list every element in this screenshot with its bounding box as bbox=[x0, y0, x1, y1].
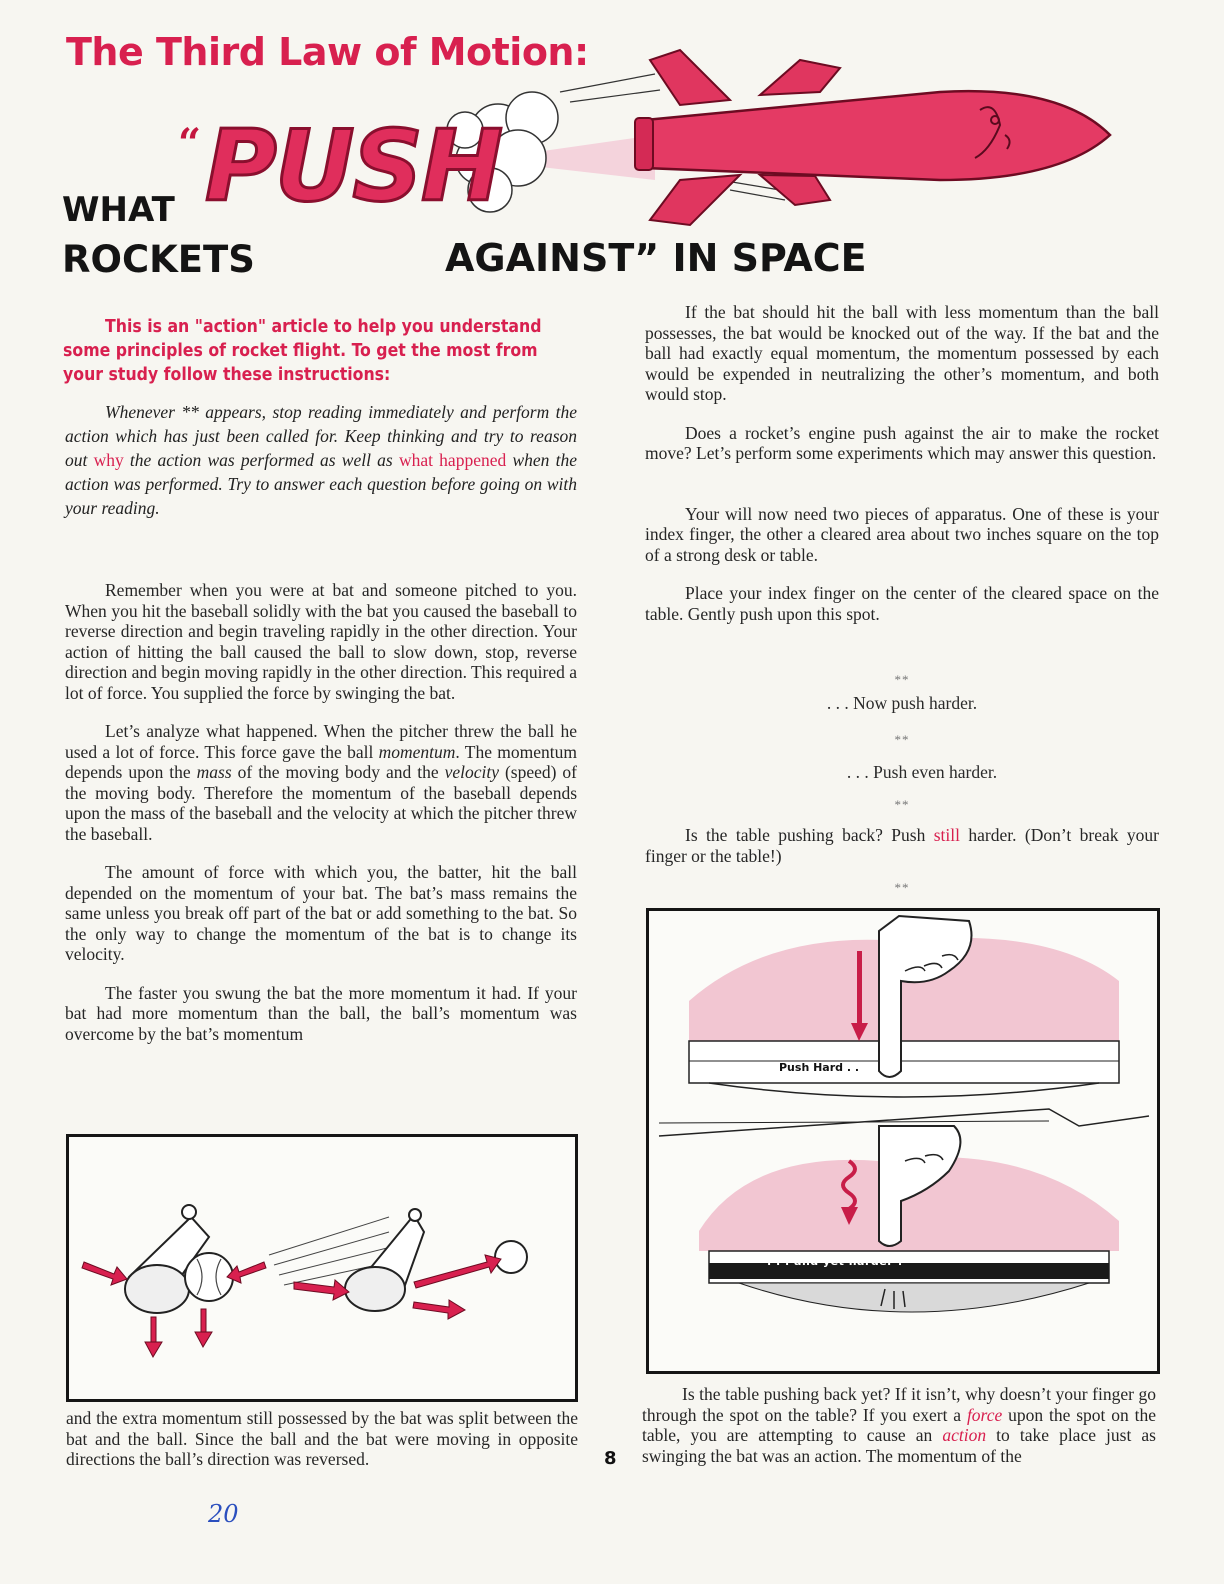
open-quote: “ bbox=[178, 120, 202, 167]
action-stars-2: ** bbox=[894, 732, 910, 747]
right-column-bottom bbox=[642, 1384, 1156, 1466]
paragraph-force: The amount of force with which you, the batter, hit the ball depended on the momentum of your bat. The bat’s mass remains the same unless you break off part of the bat or add something to the bat. So the only way to change the momentum of the bat is to change its velocity. bbox=[65, 862, 577, 964]
finger-push-illustration bbox=[649, 911, 1157, 1371]
left-column-text bbox=[65, 580, 577, 1044]
rocket-illustration bbox=[420, 40, 1120, 230]
action-stars-1: ** bbox=[894, 672, 910, 687]
paragraph-faster: The faster you swung the bat the more momentum it had. If your bat had more momentum than the ball, the ball’s momentum was overcome by the bat’s momentum bbox=[65, 982, 577, 1044]
paragraph-pushing-back-yet: Is the table pushing back yet? If it isn’t, why doesn’t your finger go through the spot on the table? If you exert a force upon the spot on the table, you are attempting to cause an action to take place just as swinging the bat was an action. The momentum of the bbox=[642, 1384, 1156, 1466]
paragraph-extra-momentum: and the extra momentum still possessed by the bat was split between the bat and the ball. Since the ball and the bat were moving in opposite directions the ball’s direction was reversed. bbox=[66, 1408, 578, 1469]
paragraph-analyze: Let’s analyze what happened. When the pitcher threw the ball he used a lot of force. This force gave the ball momentum. The momentum depends upon the mass of the moving body and the velocity (speed) of the moving body. Therefore the momentum of the baseball depends upon the mass of the baseball and the velocity at which the pitcher threw the baseball. bbox=[65, 721, 578, 844]
finger-push-figure bbox=[646, 908, 1160, 1374]
handwritten-note: 20 bbox=[208, 1500, 239, 1528]
push-even-harder: . . . Push even harder. bbox=[846, 762, 998, 782]
right-column-table-question bbox=[645, 825, 1159, 866]
headline-against: AGAINST” IN SPACE bbox=[445, 236, 867, 280]
instructions-paragraph: Whenever ** appears, stop reading immediately and perform the action which has just been called for. Keep thinking and try to reason out why the action was performed as well as what happened when the action was performed. Try to answer each question before going on with your reading. bbox=[65, 402, 577, 518]
page-number: 8 bbox=[604, 1448, 617, 1469]
paragraph-engine-question: Does a rocket’s engine push against the air to make the rocket move? Let’s perform some experiments which may answer this question. bbox=[645, 422, 1159, 463]
left-column-continued bbox=[66, 1408, 578, 1488]
yet-harder-label: . . . and yet harder ! bbox=[767, 1255, 903, 1268]
paragraph-less-momentum: If the bat should hit the ball with less momentum than the ball possesses, the bat would be knocked out of the way. If the bat and the ball had exactly equal momentum, the momentum possessed by each would be expended in neutralizing the other’s momentum, and both would stop. bbox=[645, 302, 1159, 404]
push-word: PUSH bbox=[205, 110, 502, 224]
paragraph-apparatus: Your will now need two pieces of apparatus. One of these is your index finger, the other a cleared area about two inches square on the top of a strong desk or table. bbox=[645, 503, 1159, 565]
right-column-text bbox=[645, 302, 1159, 642]
action-stars-3: ** bbox=[894, 797, 910, 812]
paragraph-table-pushing: Is the table pushing back? Push still harder. (Don’t break your finger or the table!) bbox=[645, 825, 1159, 866]
headline-rockets: ROCKETS bbox=[62, 238, 255, 281]
action-stars-4: ** bbox=[894, 880, 910, 895]
headline-what: WHAT bbox=[62, 190, 175, 230]
push-hard-label: Push Hard . . bbox=[779, 1061, 860, 1074]
bat-ball-figure bbox=[66, 1134, 578, 1402]
paragraph-place-finger: Place your index finger on the center of the cleared space on the table. Gently push upon this spot. bbox=[645, 583, 1159, 624]
paragraph-at-bat: Remember when you were at bat and someone pitched to you. When you hit the baseball solidly with the bat you caused the baseball to reverse direction and begin traveling rapidly in the other direction. Your action of hitting the ball caused the ball to slow down, stop, reverse direction and begin moving rapidly in the other direction. This required a lot of force. You supplied the force by swinging the bat. bbox=[65, 580, 577, 703]
now-push-harder: . . . Now push harder. bbox=[826, 693, 978, 713]
bat-ball-illustration bbox=[69, 1137, 575, 1399]
intro-paragraph: This is an "action" article to help you understand some principles of rocket flight. To get the most from your study follow these instructions: bbox=[63, 317, 542, 385]
page-title: The Third Law of Motion: bbox=[66, 30, 589, 74]
